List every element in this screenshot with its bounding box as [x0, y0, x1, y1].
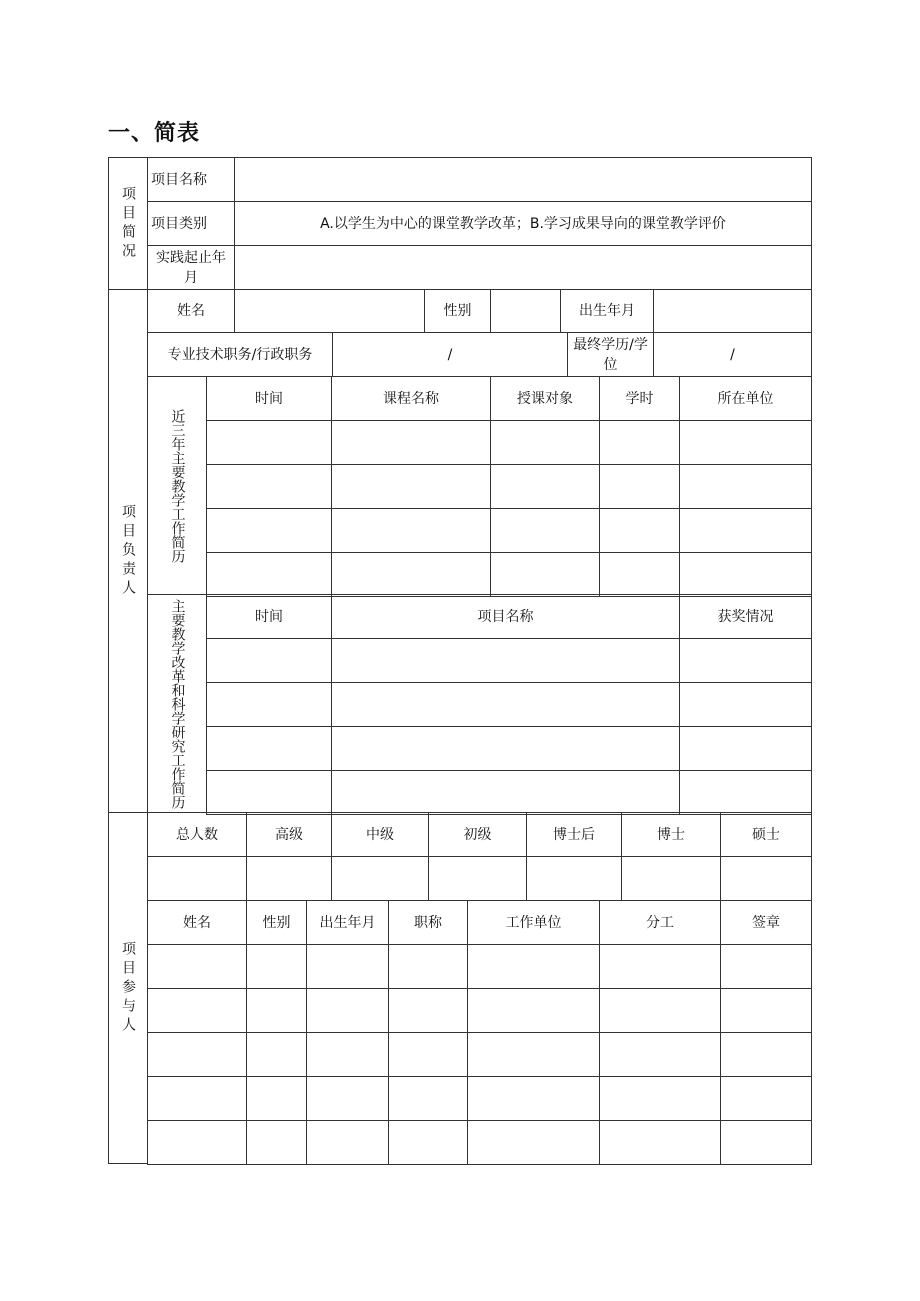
members-summary-cell[interactable]: [621, 856, 721, 901]
period-label: 实践起止年月: [147, 245, 235, 290]
project-category-label: 项目类别: [147, 201, 235, 246]
members-summary-cell[interactable]: [147, 856, 247, 901]
research-table-cell[interactable]: [679, 770, 812, 815]
project-name-label: 项目名称: [147, 157, 235, 202]
members-detail-cell[interactable]: [147, 1032, 247, 1077]
members-detail-header: 工作单位: [467, 900, 600, 945]
research-table-cell[interactable]: [331, 638, 680, 683]
research-table-header: 获奖情况: [679, 594, 812, 639]
members-detail-cell[interactable]: [246, 1120, 307, 1165]
teaching-table-header: 授课对象: [490, 376, 600, 421]
leader-title-field[interactable]: /: [332, 332, 568, 377]
research-table-cell[interactable]: [206, 682, 332, 727]
teaching-table-cell[interactable]: [679, 552, 812, 597]
teaching-table-cell[interactable]: [490, 508, 600, 553]
members-summary-header: 高级: [246, 812, 332, 857]
teaching-table-cell[interactable]: [331, 464, 491, 509]
members-detail-cell[interactable]: [306, 1076, 389, 1121]
teaching-table-cell[interactable]: [331, 508, 491, 553]
teaching-table-header: 时间: [206, 376, 332, 421]
period-field[interactable]: [234, 245, 812, 290]
teaching-table-cell[interactable]: [599, 508, 680, 553]
research-table-cell[interactable]: [679, 682, 812, 727]
members-detail-cell[interactable]: [599, 1032, 721, 1077]
members-detail-cell[interactable]: [388, 1032, 468, 1077]
members-detail-cell[interactable]: [599, 988, 721, 1033]
research-table-cell[interactable]: [331, 770, 680, 815]
members-detail-header: 职称: [388, 900, 468, 945]
members-detail-cell[interactable]: [467, 1032, 600, 1077]
teaching-table-cell[interactable]: [599, 552, 680, 597]
members-detail-cell[interactable]: [147, 1120, 247, 1165]
members-detail-cell[interactable]: [467, 1076, 600, 1121]
members-detail-cell[interactable]: [147, 944, 247, 989]
members-summary-cell[interactable]: [331, 856, 429, 901]
leader-gender-field[interactable]: [490, 289, 561, 333]
members-summary-header: 硕士: [720, 812, 812, 857]
research-table-cell[interactable]: [206, 726, 332, 771]
teaching-table-cell[interactable]: [490, 420, 600, 465]
members-detail-cell[interactable]: [599, 944, 721, 989]
members-detail-cell[interactable]: [467, 1120, 600, 1165]
research-table-cell[interactable]: [679, 638, 812, 683]
members-summary-cell[interactable]: [720, 856, 812, 901]
teaching-table-cell[interactable]: [206, 464, 332, 509]
teaching-table-header: 课程名称: [331, 376, 491, 421]
members-detail-cell[interactable]: [388, 1076, 468, 1121]
members-detail-cell[interactable]: [388, 1120, 468, 1165]
leader-degree-field[interactable]: /: [653, 332, 812, 377]
teaching-table-cell[interactable]: [490, 552, 600, 597]
teaching-table-cell[interactable]: [599, 420, 680, 465]
members-summary-cell[interactable]: [246, 856, 332, 901]
members-summary-cell[interactable]: [428, 856, 527, 901]
members-detail-cell[interactable]: [720, 944, 812, 989]
research-history-label: 主要教学改革和科学研究工作简历: [147, 594, 207, 813]
page-heading: 一、简表: [108, 121, 201, 146]
members-detail-cell[interactable]: [599, 1120, 721, 1165]
members-detail-header: 姓名: [147, 900, 247, 945]
research-table-cell[interactable]: [206, 638, 332, 683]
research-table-header: 时间: [206, 594, 332, 639]
members-detail-cell[interactable]: [306, 988, 389, 1033]
members-detail-header: 性别: [246, 900, 307, 945]
members-detail-cell[interactable]: [720, 988, 812, 1033]
members-detail-header: 签章: [720, 900, 812, 945]
members-detail-cell[interactable]: [720, 1120, 812, 1165]
members-detail-cell[interactable]: [467, 988, 600, 1033]
teaching-table-cell[interactable]: [206, 420, 332, 465]
teaching-table-cell[interactable]: [331, 420, 491, 465]
research-table-header: 项目名称: [331, 594, 680, 639]
leader-birth-label: 出生年月: [560, 289, 654, 333]
members-detail-cell[interactable]: [246, 944, 307, 989]
members-summary-header: 博士后: [526, 812, 622, 857]
leader-name-label: 姓名: [147, 289, 235, 333]
members-summary-cell[interactable]: [526, 856, 622, 901]
members-detail-header: 出生年月: [306, 900, 389, 945]
teaching-table-cell[interactable]: [206, 508, 332, 553]
members-detail-cell[interactable]: [388, 988, 468, 1033]
leader-title-label: 专业技术职务/行政职务: [147, 332, 333, 377]
members-summary-header: 中级: [331, 812, 429, 857]
teaching-table-cell[interactable]: [490, 464, 600, 509]
members-detail-cell[interactable]: [720, 1032, 812, 1077]
members-detail-cell[interactable]: [306, 944, 389, 989]
project-category-value[interactable]: A.以学生为中心的课堂教学改革；B.学习成果导向的课堂教学评价: [234, 201, 812, 246]
research-table-cell[interactable]: [206, 770, 332, 815]
members-detail-cell[interactable]: [467, 944, 600, 989]
research-table-cell[interactable]: [331, 682, 680, 727]
research-table-cell[interactable]: [679, 726, 812, 771]
members-detail-cell[interactable]: [147, 988, 247, 1033]
members-detail-cell[interactable]: [306, 1032, 389, 1077]
members-summary-header: 总人数: [147, 812, 247, 857]
members-detail-cell[interactable]: [720, 1076, 812, 1121]
leader-gender-label: 性别: [424, 289, 491, 333]
members-detail-cell[interactable]: [246, 1076, 307, 1121]
members-summary-header: 初级: [428, 812, 527, 857]
members-detail-cell[interactable]: [147, 1076, 247, 1121]
leader-name-field[interactable]: [234, 289, 425, 333]
members-detail-cell[interactable]: [599, 1076, 721, 1121]
teaching-table-cell[interactable]: [679, 420, 812, 465]
members-detail-cell[interactable]: [306, 1120, 389, 1165]
teaching-table-cell[interactable]: [679, 464, 812, 509]
leader-birth-field[interactable]: [653, 289, 812, 333]
project-name-field[interactable]: [234, 157, 812, 202]
teaching-table-cell[interactable]: [206, 552, 332, 597]
teaching-table-cell[interactable]: [679, 508, 812, 553]
research-table-cell[interactable]: [331, 726, 680, 771]
members-detail-header: 分工: [599, 900, 721, 945]
members-summary-header: 博士: [621, 812, 721, 857]
leader-degree-label: 最终学历/学位: [567, 332, 654, 377]
leader-section-label: 项目负责人: [108, 289, 148, 813]
teaching-table-cell[interactable]: [331, 552, 491, 597]
members-section-label: 项目参与人: [108, 812, 148, 1164]
overview-section-label: 项目简况: [108, 157, 148, 290]
members-detail-cell[interactable]: [246, 1032, 307, 1077]
teaching-table-header: 学时: [599, 376, 680, 421]
teaching-history-label: 近三年主要教学工作简历: [147, 376, 207, 595]
members-detail-cell[interactable]: [246, 988, 307, 1033]
members-detail-cell[interactable]: [388, 944, 468, 989]
teaching-table-cell[interactable]: [599, 464, 680, 509]
teaching-table-header: 所在单位: [679, 376, 812, 421]
